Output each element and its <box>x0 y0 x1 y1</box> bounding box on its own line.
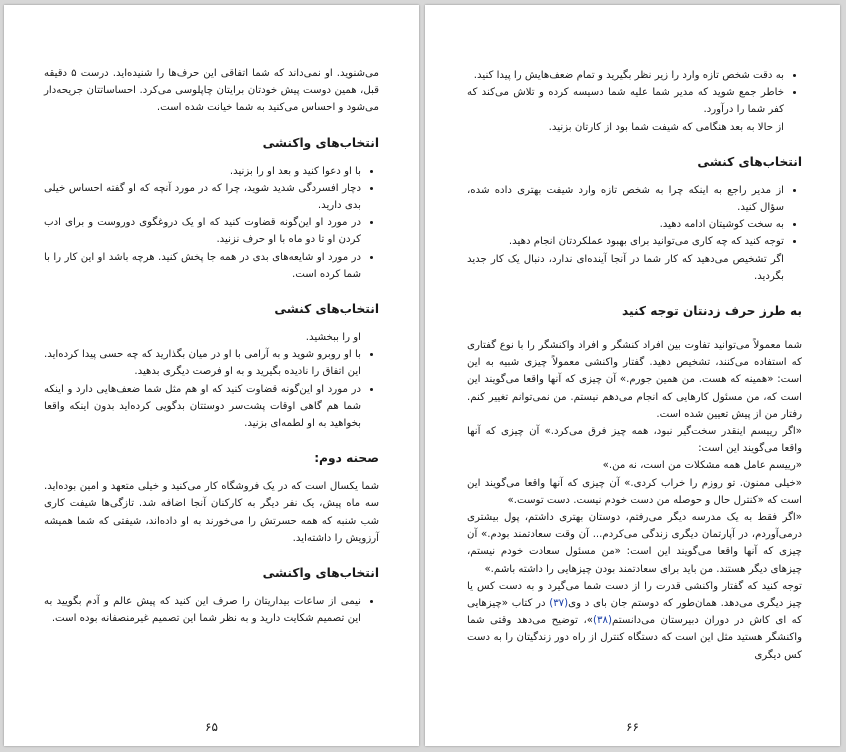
right-page <box>425 5 840 746</box>
list-item: • دچار افسردگی شدید شوید، چرا که در مورد آنچه که او گفته احساس خیلی بدی دارید. <box>44 180 361 214</box>
right-page-content <box>467 67 802 664</box>
left-page <box>4 5 419 746</box>
list-item: • خاطر جمع شوید که مدیر شما علیه شما دسیسه کرده و تلاش می‌کند که کفر شما را درآورد. <box>467 84 784 118</box>
section-heading: انتخاب‌های کنشی <box>274 302 379 317</box>
para-text: »، توضیح می‌دهد وقتی شما واکنشگر هستید مثل این است که دستگاه کنترل از راه دور زندگیتان را به دست کس دیگری <box>467 615 802 661</box>
list-continuation: از حالا به بعد هنگامی که شیفت شما بود از کارتان بزنید. <box>548 121 784 133</box>
bullet-list <box>467 182 802 251</box>
quote-paragraph: «اگر رییسم اینقدر سخت‌گیر نبود، همه چیز فرق می‌کرد.» آن چیزی که آنها واقعا می‌گویند این است: <box>467 426 802 455</box>
page-number: ۶۶ <box>626 720 639 734</box>
bullet-list <box>44 346 379 432</box>
section-heading: انتخاب‌های کنشی <box>697 154 802 169</box>
section-heading: انتخاب‌های واکنشی <box>262 135 379 150</box>
list-item: • در مورد او این‌گونه قضاوت کنید که او یک دروغگوی دوروست و برای ادب کردن او تا دو ماه با او حرف نزنید. <box>44 214 361 248</box>
body-paragraph <box>467 578 802 664</box>
list-item: • در مورد او این‌گونه قضاوت کنید که او هم مثل شما ضعف‌هایی دارد و اینکه شما هم گاهی اوقات پشت‌سر دوستتان بدگویی کرده‌اید بدون اینکه واقعا بخواهید به او لطمه‌ای بزنید. <box>44 381 361 433</box>
scene-heading: صحنه دوم: <box>314 451 379 466</box>
footnote-reference[interactable]: (۳۸) <box>593 615 612 627</box>
intro-paragraph: می‌شنوید. او نمی‌داند که شما اتفاقی این حرف‌ها را شنیده‌اید. درست ۵ دقیقه قبل، همین دوست پیش خودتان برایتان چاپلوسی می‌کرد. احساساتتان جریحه‌دار می‌شود و احساس می‌کنید به شما خیانت شده است. <box>44 68 379 114</box>
left-page-content <box>44 65 379 627</box>
forgive-line: او را ببخشید. <box>305 332 361 344</box>
list-item: • از مدیر راجع به اینکه چرا به شخص تازه وارد شیفت بهتری داده شده، سؤال کنید. <box>467 182 784 216</box>
section-heading: انتخاب‌های واکنشی <box>262 566 379 581</box>
list-item: • به سخت کوشیتان ادامه دهید. <box>467 216 784 233</box>
list-item: • به دقت شخص تازه وارد را زیر نظر بگیرید و تمام ضعف‌هایش را پیدا کنید. <box>467 67 784 84</box>
page-number: ۶۵ <box>205 720 218 734</box>
quote-paragraph: «رییسم عامل همه مشکلات من است، نه من.» <box>602 460 802 472</box>
list-item: • با او روبرو شوید و به آرامی با او در میان بگذارید که چه حسی پیدا کرده‌اید. این اتفاق را نادیده بگیرید و به او فرصت دیگری بدهید. <box>44 346 361 380</box>
bullet-list <box>44 163 379 283</box>
bullet-list <box>44 593 379 627</box>
footnote-reference[interactable]: (۳۷) <box>549 598 569 610</box>
list-item: • نیمی از ساعات بیداریتان را صرف این کنید که پیش عالم و آدم بگویید به این تصمیم شکایت دارید و به نظر شما این تصمیم غیرمنصفانه بوده است. <box>44 593 361 627</box>
quote-paragraph: «اگر فقط به یک مدرسه دیگر می‌رفتم، دوستان بهتری داشتم، پول بیشتری درمی‌آوردم، در آپارتمان دیگری زندگی می‌کردم... آن وقت سعادتمند بودم.» آن چیزی که آنها واقعا می‌گویند این است: «من مسئول سعادت خودم نیستم، چیزهای دیگر هستند. من باید برای سعادتمند بودن چیزهایی را داشته باشم.» <box>467 512 802 575</box>
list-item: • در مورد او شایعه‌های بدی در همه جا پخش کنید. هرچه باشد او این کار را با شما کرده است. <box>44 249 361 283</box>
para-text: توجه کنید که گفتار واکنشی قدرت را از دست شما می‌گیرد و به دست کس یا چیز دیگری می‌دهد. همان‌طور که دوستم جان بای د وی <box>467 580 802 610</box>
list-item: • با او دعوا کنید و بعد او را بزنید. <box>44 163 361 180</box>
bullet-list <box>467 67 802 119</box>
list-item: • توجه کنید که چه کاری می‌توانید برای بهبود عملکردتان انجام دهید. <box>467 233 784 250</box>
body-paragraph: شما معمولاً می‌توانید تفاوت بین افراد کنشگر و افراد واکنشگر را با نوع گفتاری که استفاده می‌کنند، تشخیص دهید. گفتار واکنشی معمولاً چیزی شبیه به این است: «همینه که هست. من همین جورم.» آن چیزی که آنها واقعا می‌گویند این است که، من مسئول کارهایی که انجام می‌دهم نیستم. من نمی‌توانم تغییر کنم. رفتار من از پیش تعیین شده است. <box>467 340 802 420</box>
para-text: در کتاب «چیزهایی که ای کاش در دوران دبیرستان می‌دانستم <box>467 598 802 627</box>
scene-paragraph: شما یکسال است که در یک فروشگاه کار می‌کنید و خیلی متعهد و امین بوده‌اید. سه ماه پیش، یک نفر دیگر به کارکنان آنجا اضافه شد. تازگی‌ها شیفت کاری شب شنبه که همه حسرتش را می‌خورند به او داده‌اند، شیفتی که شما همیشه آرزویش را داشته‌اید. <box>44 481 379 544</box>
list-continuation: اگر تشخیص می‌دهید که کار شما در آنجا آینده‌ای ندارد، دنبال یک کار جدید بگردید. <box>467 253 784 282</box>
quote-paragraph: «خیلی ممنون. تو روزم را خراب کردی.» آن چیزی که آنها واقعا می‌گویند این است که «کنترل حال و حوصله من دست خودم نیست. دست توست.» <box>467 477 802 506</box>
section-heading: به طرز حرف زدنتان توجه کنید <box>621 304 802 319</box>
